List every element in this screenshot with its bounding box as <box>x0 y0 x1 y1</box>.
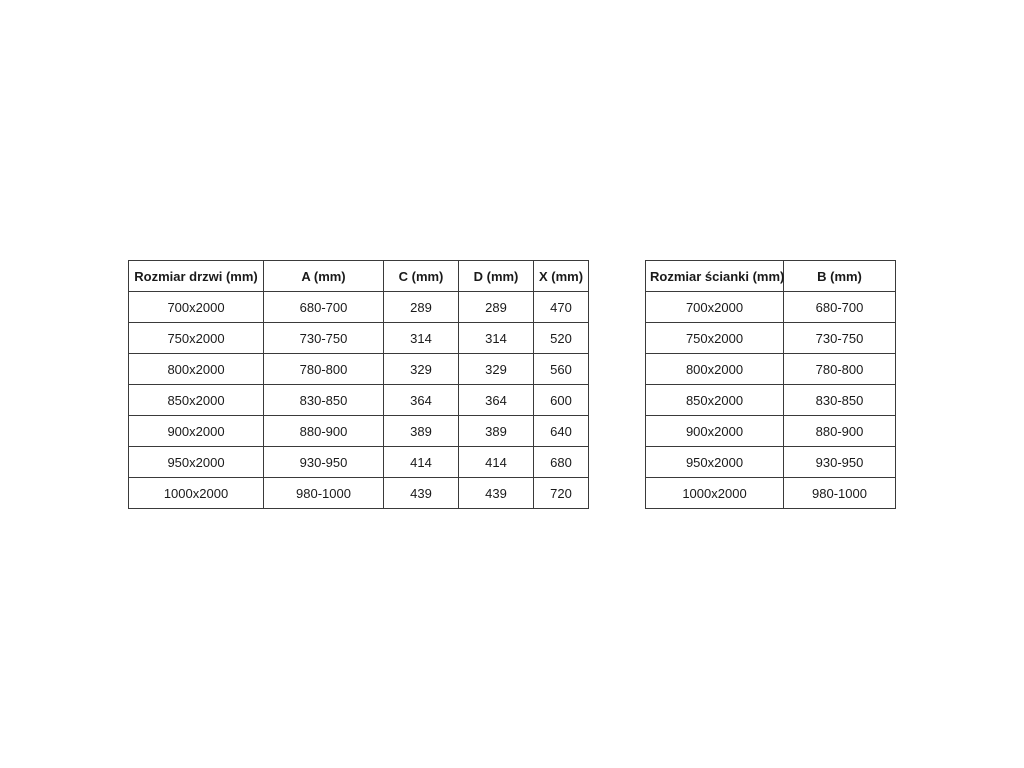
table-cell: 389 <box>459 416 534 447</box>
table-cell: 900x2000 <box>129 416 264 447</box>
table-cell: 389 <box>384 416 459 447</box>
table-cell: 560 <box>534 354 589 385</box>
table-cell: 880-900 <box>264 416 384 447</box>
column-header: C (mm) <box>384 261 459 292</box>
column-header: B (mm) <box>784 261 896 292</box>
table-cell: 470 <box>534 292 589 323</box>
table-cell: 289 <box>459 292 534 323</box>
table-row <box>129 478 589 509</box>
table-row <box>646 416 896 447</box>
table-cell: 730-750 <box>784 323 896 354</box>
table-cell: 700x2000 <box>646 292 784 323</box>
table-row <box>646 447 896 478</box>
table-cell: 680-700 <box>784 292 896 323</box>
table-cell: 1000x2000 <box>129 478 264 509</box>
table-cell: 930-950 <box>264 447 384 478</box>
table-cell: 980-1000 <box>264 478 384 509</box>
table-row <box>129 385 589 416</box>
table-cell: 980-1000 <box>784 478 896 509</box>
table-cell: 439 <box>459 478 534 509</box>
table-cell: 850x2000 <box>129 385 264 416</box>
wall-size-table <box>645 260 896 509</box>
table-cell: 364 <box>459 385 534 416</box>
table-cell: 364 <box>384 385 459 416</box>
table-row <box>129 354 589 385</box>
table-cell: 830-850 <box>784 385 896 416</box>
column-header: Rozmiar drzwi (mm) <box>129 261 264 292</box>
table-row <box>129 292 589 323</box>
column-header: Rozmiar ścianki (mm) <box>646 261 784 292</box>
table-cell: 439 <box>384 478 459 509</box>
table-cell: 289 <box>384 292 459 323</box>
column-header: A (mm) <box>264 261 384 292</box>
table-row <box>646 292 896 323</box>
table-cell: 640 <box>534 416 589 447</box>
table-cell: 850x2000 <box>646 385 784 416</box>
table-cell: 1000x2000 <box>646 478 784 509</box>
table-cell: 930-950 <box>784 447 896 478</box>
table-cell: 900x2000 <box>646 416 784 447</box>
door-size-table <box>128 260 589 509</box>
table-row <box>646 385 896 416</box>
header-row <box>646 261 896 292</box>
table-cell: 950x2000 <box>129 447 264 478</box>
table-cell: 780-800 <box>784 354 896 385</box>
table-row <box>129 416 589 447</box>
table-cell: 800x2000 <box>129 354 264 385</box>
table-cell: 730-750 <box>264 323 384 354</box>
table-cell: 880-900 <box>784 416 896 447</box>
table-cell: 830-850 <box>264 385 384 416</box>
table-cell: 950x2000 <box>646 447 784 478</box>
table-cell: 520 <box>534 323 589 354</box>
table-cell: 314 <box>459 323 534 354</box>
table-row <box>129 447 589 478</box>
column-header: X (mm) <box>534 261 589 292</box>
table-cell: 800x2000 <box>646 354 784 385</box>
table-cell: 700x2000 <box>129 292 264 323</box>
table-cell: 750x2000 <box>646 323 784 354</box>
table-cell: 780-800 <box>264 354 384 385</box>
table-row <box>129 323 589 354</box>
table-cell: 680-700 <box>264 292 384 323</box>
table-row <box>646 478 896 509</box>
table-cell: 680 <box>534 447 589 478</box>
table-cell: 720 <box>534 478 589 509</box>
header-row <box>129 261 589 292</box>
table-cell: 600 <box>534 385 589 416</box>
table-cell: 314 <box>384 323 459 354</box>
table-cell: 329 <box>459 354 534 385</box>
table-cell: 750x2000 <box>129 323 264 354</box>
table-cell: 329 <box>384 354 459 385</box>
table-cell: 414 <box>459 447 534 478</box>
column-header: D (mm) <box>459 261 534 292</box>
table-row <box>646 354 896 385</box>
table-cell: 414 <box>384 447 459 478</box>
table-row <box>646 323 896 354</box>
